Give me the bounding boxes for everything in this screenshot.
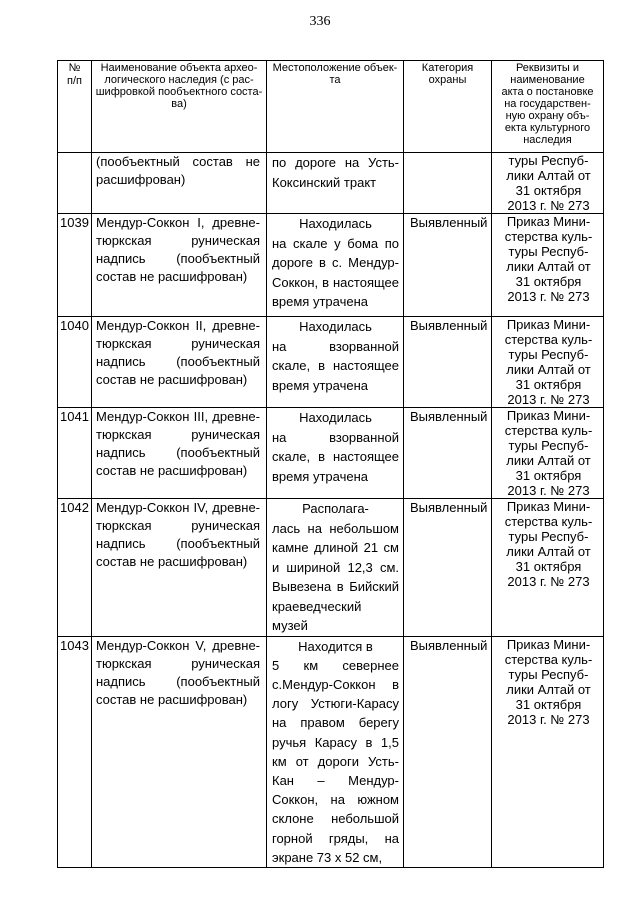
location-text: 5 км севернее с.Мендур-Соккон в логу Устюги-Карасу на правом берегу ручья Карасу в 1,5 км от дороги Усть-Кан – Мендур-Соккон, на южном склоне небольшой горной гряды, на экране 73 х 52 см, xyxy=(272,657,399,865)
page-number: 336 xyxy=(309,14,331,29)
row-number xyxy=(58,153,92,214)
object-location xyxy=(267,214,404,317)
protection-category: Выявленный xyxy=(404,636,492,867)
protection-category: Выявленный xyxy=(404,499,492,637)
heritage-registry-table xyxy=(57,60,604,868)
row-number: 1039 xyxy=(58,214,92,317)
location-first-line: Находилась xyxy=(299,216,372,231)
act-requisites: Приказ Мини- стерства куль- туры Респуб- лики Алтай от 31 октября 2013 г. № 273 xyxy=(492,408,604,499)
protection-category xyxy=(404,153,492,214)
location-first-line: Находилась xyxy=(299,410,372,425)
act-requisites: Приказ Мини- стерства куль- туры Респуб- лики Алтай от 31 октября 2013 г. № 273 xyxy=(492,214,604,317)
header-object-name: Наименование объекта архео- логического наследия (с рас- шифровкой пообъектного соста- ва) xyxy=(92,61,267,153)
act-requisites: туры Респуб- лики Алтай от 31 октября 2013 г. № 273 xyxy=(492,153,604,214)
location-text: лась на небольшом камне длиной 21 см и шириной 12,3 см. Вывезена в Бийский краеведческий музей xyxy=(272,520,399,633)
act-requisites: Приказ Мини- стерства куль- туры Респуб- лики Алтай от 31 октября 2013 г. № 273 xyxy=(492,499,604,637)
location-text: по дороге на Усть-Коксинский тракт xyxy=(272,155,399,190)
protection-category: Выявленный xyxy=(404,214,492,317)
act-requisites: Приказ Мини- стерства куль- туры Респуб- лики Алтай от 31 октября 2013 г. № 273 xyxy=(492,636,604,867)
object-location xyxy=(267,636,404,867)
location-text: на взорванной скале, в настоящее время утрачена xyxy=(272,338,399,393)
protection-category: Выявленный xyxy=(404,317,492,408)
object-name: Мендур-Соккон I, древне-тюркская руническая надпись (пообъектный состав не расшифрован) xyxy=(92,214,267,317)
object-location xyxy=(267,317,404,408)
table-row xyxy=(58,499,604,637)
object-name: Мендур-Соккон III, древне-тюркская руническая надпись (пообъектный состав не расшифрован) xyxy=(92,408,267,499)
object-name: Мендур-Соккон II, древне-тюркская руническая надпись (пообъектный состав не расшифрован) xyxy=(92,317,267,408)
row-number: 1040 xyxy=(58,317,92,408)
table-row xyxy=(58,408,604,499)
object-name: Мендур-Соккон IV, древне-тюркская руническая надпись (пообъектный состав не расшифрован) xyxy=(92,499,267,637)
protection-category: Выявленный xyxy=(404,408,492,499)
row-number: 1042 xyxy=(58,499,92,637)
act-requisites: Приказ Мини- стерства куль- туры Респуб- лики Алтай от 31 октября 2013 г. № 273 xyxy=(492,317,604,408)
object-location xyxy=(267,153,404,214)
header-location: Местоположение объек- та xyxy=(267,61,404,153)
row-number: 1043 xyxy=(58,636,92,867)
row-number: 1041 xyxy=(58,408,92,499)
location-first-line: Располага- xyxy=(302,501,369,516)
table-row xyxy=(58,214,604,317)
object-name: (пообъектный состав не расшифрован) xyxy=(92,153,267,214)
header-requisites: Реквизиты и наименование акта о постановке на государствен- ную охрану объ- екта культурного наследия xyxy=(492,61,604,153)
table-row xyxy=(58,153,604,214)
table-row xyxy=(58,636,604,867)
header-number: № п/п xyxy=(58,61,92,153)
header-category: Категория охраны xyxy=(404,61,492,153)
location-first-line: Находится в xyxy=(298,638,373,654)
object-name: Мендур-Соккон V, древне-тюркская руническая надпись (пообъектный состав не расшифрован) xyxy=(92,636,267,867)
location-text: на скале у бома по дороге в с. Мендур-Соккон, в настоящее время утрачена xyxy=(272,235,399,309)
object-location xyxy=(267,408,404,499)
location-first-line: Находилась xyxy=(299,319,372,334)
object-location xyxy=(267,499,404,637)
location-text: на взорванной скале, в настоящее время утрачена xyxy=(272,429,399,484)
table-row xyxy=(58,317,604,408)
table-header-row xyxy=(58,61,604,153)
